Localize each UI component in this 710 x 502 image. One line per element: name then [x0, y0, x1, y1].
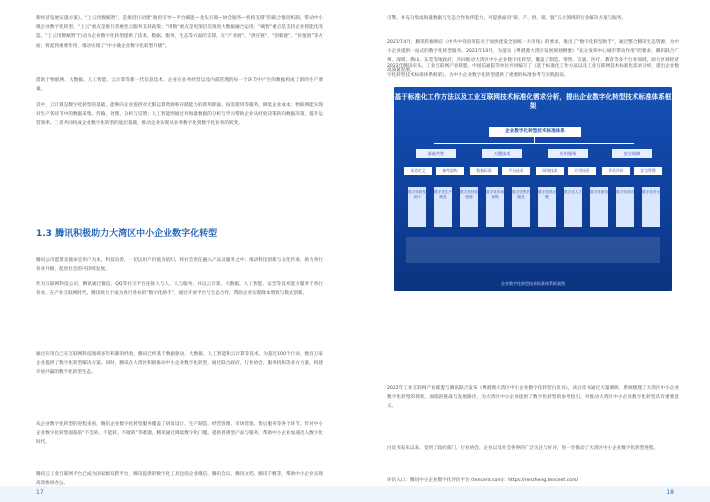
diagram-connector: [434, 143, 634, 144]
diagram-level2-box: 基础共性: [416, 149, 456, 158]
right-paragraph-3: 2022年腾讯牵头，工业互联网产业联盟、中国信通院等单位共同编写了《基于标准化工作方法以及工业互联网技术标准化需求分析，提出企业数字化转型技术标准体系框架》，为中小企业数字化转型提供了重要的标准参考与实践指南。: [387, 64, 679, 79]
left-paragraph-7: 从企业数字化转型的进程来看，腾讯企业数字化转型服务覆盖了研发设计、生产制造、经营管理、市场营销、售后服务等各个环节。针对中小企业数字化转型面临的“不会转、不能转、不敢转”等难题，腾讯通过降低数字化门槛、提供普惠型产品与服务，帮助中小企业加速迈入数字化时代。: [36, 422, 323, 446]
diagram-level3-box: 平台技术: [502, 167, 530, 175]
left-paragraph-4: 腾讯公司愿景及使命是用户为本，科技向善，一切以用户价值为依归，将社会责任融入产品及服务之中；推动科技创新与文化传承，助力各行各业升级，促进社会的可持续发展。: [36, 258, 323, 273]
right-page-number: 18: [666, 489, 674, 496]
left-paragraph-3: 其中，云计算是数字化转型的基础，能够向企业提供对无限运算资源和存储能力的即用即取、按需使用等服务，降低企业成本；物联网能实现对生产各环节中的数据采集、传输、处理、分析与反馈；人工智能则通过对海量数据的分析与学习帮助企业从经验决策转向数据决策，提升运营效率。三者共同构成企业数字化转型的底层基础，推动企业实现从业务数字化到数字化业务的转变。: [36, 103, 323, 127]
diagram-core-box: 企业数字化转型技术标准体系: [489, 127, 581, 137]
diagram-level2-box: 应用服务: [548, 149, 588, 158]
left-paragraph-1: 新经济发展实施方案》、“上云用数赋智”，是推进行动建“政府引导—平台赋能—龙头引领—协会服务—机构支撑”的联合推进机制，带动中小微企业数字化转型。“上云”重点是推行普惠性云服务支持政策；“用数”重点是更深层次推进大数据融合运用；“赋智”重点是支持企业智能化改造。“上云用数赋智”行动为企业数字化转型提供了技术、数据、服务、生态等方面的支撑，在“产业链”、“供应链”、“创新链”、“价值链”等方面，将起到重要作用，推动实现了“中小微企业数字化转型升级”。: [36, 16, 323, 49]
diagram-caption: 企业数字化转型技术标准体系框架图: [501, 281, 565, 286]
diagram-column-box: 数字化售后服务: [512, 187, 530, 227]
right-paragraph-6-link[interactable]: 评估入口：腾讯中小企业数字化评估平台 (tencent.com)：https://renzheng.tencent.com/: [387, 478, 579, 483]
left-paragraph-8: 腾讯云工业互联网平台已成为国家级双跨平台，腾讯提供的数字化工具包括企业微信、腾讯会议、腾讯文档、腾讯千帆等，帮助中小企业实现高效协同办公。: [36, 472, 323, 487]
diagram-column-box: 数字化生产制造: [434, 187, 452, 227]
right-page: [355, 0, 710, 502]
diagram-level3-box: 评估评价: [602, 167, 630, 175]
right-paragraph-4: 2022年工业互联网产业联盟与腾讯联合发布《粤港澳大湾区中小企业数字化转型白皮书》，该白皮书通过大量调研，系统梳理了大湾区中小企业数字化转型的现状、面临的挑战与发展路径，为大湾区中小企业提供了数字化转型的参考指引，对推动大湾区中小企业数字化转型具有重要意义。: [387, 386, 679, 410]
diagram-level3-box: 术语定义: [404, 167, 432, 175]
right-footer-band: [355, 486, 710, 502]
left-footer-band: [0, 486, 355, 502]
diagram-column-box: 数字化协同: [616, 187, 634, 227]
standards-framework-diagram: [394, 87, 672, 291]
section-heading: 1.3 腾讯积极助力大湾区中小企业数字化转型: [36, 229, 218, 239]
right-paragraph-1: 引擎，并充分集成海量数据与生态合作伙伴能力，可提供面向“研、产、供、销、服”五大领域的行业解决方案与服务。: [387, 16, 627, 21]
diagram-level3-box: 数据标准: [470, 167, 498, 175]
diagram-level2-box: 安全保障: [612, 149, 652, 158]
right-paragraph-2: 2021年4月，腾讯积极响应《中共中央国务院关于加快建设全国统一大市场》的要求，推出了“数字化转型助手”，通过整合腾讯生态资源，为中小企业提供一站式的数字化转型服务。2021年10月，为落实《粤港澳大湾区发展规划纲要》“充分发挥中心城市带动作用”的要求，腾讯联合广州、深圳、佛山、东莞等地政府，共同推动大湾区中小企业数字化转型，覆盖了制造、零售、交通、医疗、教育等多个行业领域，助力区域经济高质量发展。: [387, 40, 679, 73]
diagram-title: 基于标准化工作方法以及工业互联网技术标准化需求分析，提出企业数字化转型技术标准体系框架: [394, 93, 672, 110]
right-paragraph-5: 白皮书发布以来，受到了政府部门、行业协会、企业以及社会各界的广泛关注与好评，进一步推动了大湾区中小企业数字化转型进程。: [387, 446, 659, 451]
diagram-base-band: [406, 237, 660, 263]
diagram-column-box: 数字化人才: [564, 187, 582, 227]
diagram-column-box: 数字化研发设计: [408, 187, 426, 227]
diagram-column-box: 数字化经营管理: [460, 187, 478, 227]
left-paragraph-2: 借助于物联网、大数据、人工智能、云计算等新一代信息技术，企业在业务经营以及内部管理的每一个环节中产生的数据构成了新的生产要素。: [36, 78, 323, 93]
left-paragraph-5: 作为互联网科技公司，腾讯通过微信、QQ等社交平台连接人与人、人与服务，并以云计算、大数据、人工智能、安全等技术能力服务于各行各业。在产业互联网时代，腾讯致力于成为各行各业的“数字化助手”，通过开放平台与生态合作，帮助企业实现降本增效与模式创新。: [36, 282, 323, 297]
diagram-level3-box: 参考架构: [436, 167, 464, 175]
diagram-column-box: 数字化安全: [642, 187, 660, 227]
diagram-column-box: 数字化市场营销: [486, 187, 504, 227]
left-paragraph-6: 通过应用自己在互联网科技领域多年积累的经验，腾讯已经基于数据驱动、大数据、人工智能和云计算等技术，为超过100个行业、数百万家企业提供了数字化转型解决方案。同时，腾讯在大湾区积极推动中小企业数字化转型，通过联合政府、行业协会、服务机构等多方力量，构建开放共赢的数字化转型生态。: [36, 352, 323, 376]
diagram-level3-box: 安全管理: [634, 167, 662, 175]
diagram-level2-box: 关键技术: [482, 149, 522, 158]
diagram-level3-box: 网络技术: [536, 167, 564, 175]
diagram-level3-box: 应用场景: [568, 167, 596, 175]
diagram-column-box: 数字化供应链: [538, 187, 556, 227]
left-page-number: 17: [36, 489, 44, 496]
diagram-column-box: 数字化财务: [590, 187, 608, 227]
